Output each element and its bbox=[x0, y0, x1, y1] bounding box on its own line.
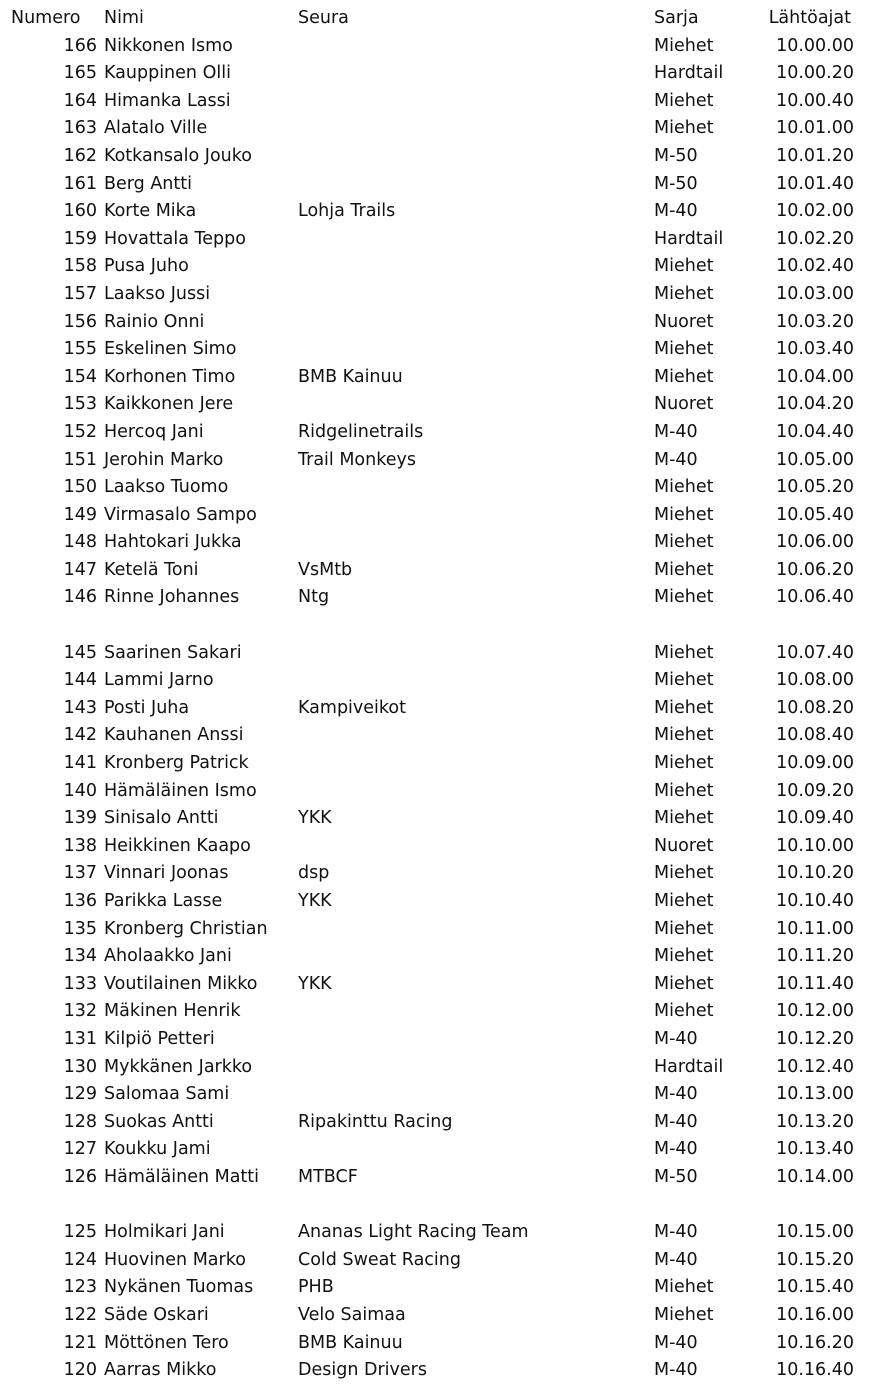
table-row bbox=[0, 143, 876, 171]
header-numero: Numero bbox=[11, 8, 81, 28]
rider-name: Koukku Jami bbox=[104, 1139, 211, 1160]
start-time: 10.06.20 bbox=[776, 559, 854, 580]
rider-club: Ridgelinetrails bbox=[298, 421, 424, 442]
table-row bbox=[0, 253, 876, 281]
rider-number: 145 bbox=[63, 642, 97, 663]
rider-name: Säde Oskari bbox=[104, 1304, 209, 1325]
rider-number: 154 bbox=[63, 366, 97, 387]
rider-name: Saarinen Sakari bbox=[104, 642, 242, 663]
rider-number: 166 bbox=[63, 35, 97, 56]
rider-club: Cold Sweat Racing bbox=[298, 1249, 461, 1270]
rider-club: Design Drivers bbox=[298, 1360, 427, 1381]
group-spacer bbox=[0, 612, 876, 640]
rider-class: M-50 bbox=[654, 1166, 698, 1187]
rider-name: Rainio Onni bbox=[104, 311, 205, 332]
start-time: 10.04.00 bbox=[776, 366, 854, 387]
rider-club: BMB Kainuu bbox=[298, 1332, 403, 1353]
rider-number: 122 bbox=[63, 1304, 97, 1325]
rider-number: 132 bbox=[63, 1001, 97, 1022]
start-time: 10.02.00 bbox=[776, 201, 854, 222]
start-time: 10.05.40 bbox=[776, 504, 854, 525]
rider-class: Miehet bbox=[654, 477, 714, 498]
rider-number: 139 bbox=[63, 808, 97, 829]
start-time: 10.00.00 bbox=[776, 35, 854, 56]
rider-name: Voutilainen Mikko bbox=[104, 973, 258, 994]
start-time: 10.11.40 bbox=[776, 973, 854, 994]
rider-name: Eskelinen Simo bbox=[104, 339, 237, 360]
rider-number: 131 bbox=[63, 1028, 97, 1049]
rider-club: Velo Saimaa bbox=[298, 1304, 406, 1325]
start-time: 10.07.40 bbox=[776, 642, 854, 663]
rider-class: Nuoret bbox=[654, 394, 714, 415]
start-time: 10.11.00 bbox=[776, 918, 854, 939]
start-time: 10.01.00 bbox=[776, 118, 854, 139]
rider-class: M-40 bbox=[654, 449, 698, 470]
start-time: 10.11.20 bbox=[776, 946, 854, 967]
rider-class: Miehet bbox=[654, 256, 714, 277]
rider-class: Miehet bbox=[654, 587, 714, 608]
rider-name: Korhonen Timo bbox=[104, 366, 236, 387]
table-row bbox=[0, 60, 876, 88]
table-row bbox=[0, 115, 876, 143]
rider-name: Korte Mika bbox=[104, 201, 197, 222]
rider-class: Miehet bbox=[654, 697, 714, 718]
table-row bbox=[0, 391, 876, 419]
rider-club: YKK bbox=[298, 973, 332, 994]
rider-name: Vinnari Joonas bbox=[104, 863, 229, 884]
start-time: 10.02.40 bbox=[776, 256, 854, 277]
rider-number: 155 bbox=[63, 339, 97, 360]
start-time: 10.03.40 bbox=[776, 339, 854, 360]
rider-class: M-40 bbox=[654, 1360, 698, 1381]
table-row bbox=[0, 1054, 876, 1082]
table-row bbox=[0, 33, 876, 61]
rider-number: 151 bbox=[63, 449, 97, 470]
start-time: 10.13.20 bbox=[776, 1111, 854, 1132]
rider-class: Miehet bbox=[654, 780, 714, 801]
rider-class: M-40 bbox=[654, 1028, 698, 1049]
rider-club: dsp bbox=[298, 863, 330, 884]
rider-number: 158 bbox=[63, 256, 97, 277]
start-time: 10.03.00 bbox=[776, 283, 854, 304]
rider-club: Ripakinttu Racing bbox=[298, 1111, 453, 1132]
rider-club: YKK bbox=[298, 808, 332, 829]
rider-class: M-40 bbox=[654, 201, 698, 222]
rider-name: Rinne Johannes bbox=[104, 587, 240, 608]
start-time: 10.08.40 bbox=[776, 725, 854, 746]
rider-class: Hardtail bbox=[654, 1056, 724, 1077]
rider-number: 141 bbox=[63, 753, 97, 774]
table-row bbox=[0, 1274, 876, 1302]
table-row bbox=[0, 281, 876, 309]
rider-club: Kampiveikot bbox=[298, 697, 406, 718]
rider-name: Suokas Antti bbox=[104, 1111, 214, 1132]
start-list-rows bbox=[0, 33, 876, 1385]
table-row bbox=[0, 778, 876, 806]
rider-class: Miehet bbox=[654, 1277, 714, 1298]
rider-number: 138 bbox=[63, 835, 97, 856]
rider-name: Hahtokari Jukka bbox=[104, 532, 242, 553]
rider-class: Hardtail bbox=[654, 63, 724, 84]
rider-class: Miehet bbox=[654, 90, 714, 111]
table-row bbox=[0, 750, 876, 778]
rider-name: Nykänen Tuomas bbox=[104, 1277, 254, 1298]
rider-number: 140 bbox=[63, 780, 97, 801]
start-time: 10.05.20 bbox=[776, 477, 854, 498]
rider-class: Hardtail bbox=[654, 228, 724, 249]
rider-number: 160 bbox=[63, 201, 97, 222]
rider-number: 125 bbox=[63, 1222, 97, 1243]
table-row bbox=[0, 1302, 876, 1330]
rider-club: VsMtb bbox=[298, 559, 353, 580]
rider-name: Nikkonen Ismo bbox=[104, 35, 233, 56]
start-time: 10.03.20 bbox=[776, 311, 854, 332]
rider-name: Laakso Tuomo bbox=[104, 477, 229, 498]
rider-class: Miehet bbox=[654, 118, 714, 139]
rider-class: M-50 bbox=[654, 145, 698, 166]
rider-number: 135 bbox=[63, 918, 97, 939]
rider-number: 127 bbox=[63, 1139, 97, 1160]
table-row bbox=[0, 447, 876, 475]
rider-number: 164 bbox=[63, 90, 97, 111]
rider-name: Salomaa Sami bbox=[104, 1084, 230, 1105]
rider-name: Alatalo Ville bbox=[104, 118, 208, 139]
rider-name: Lammi Jarno bbox=[104, 670, 214, 691]
rider-name: Virmasalo Sampo bbox=[104, 504, 257, 525]
rider-number: 130 bbox=[63, 1056, 97, 1077]
start-time: 10.02.20 bbox=[776, 228, 854, 249]
start-time: 10.08.00 bbox=[776, 670, 854, 691]
rider-number: 159 bbox=[63, 228, 97, 249]
group-spacer bbox=[0, 1192, 876, 1220]
table-row bbox=[0, 1136, 876, 1164]
table-row bbox=[0, 309, 876, 337]
rider-number: 156 bbox=[63, 311, 97, 332]
rider-name: Hämäläinen Matti bbox=[104, 1166, 260, 1187]
start-time: 10.15.40 bbox=[776, 1277, 854, 1298]
start-time: 10.16.20 bbox=[776, 1332, 854, 1353]
rider-name: Kronberg Christian bbox=[104, 918, 268, 939]
rider-name: Ketelä Toni bbox=[104, 559, 199, 580]
rider-name: Aholaakko Jani bbox=[104, 946, 232, 967]
rider-class: M-40 bbox=[654, 1084, 698, 1105]
rider-name: Himanka Lassi bbox=[104, 90, 231, 111]
start-time: 10.12.00 bbox=[776, 1001, 854, 1022]
rider-class: Miehet bbox=[654, 725, 714, 746]
rider-class: Miehet bbox=[654, 366, 714, 387]
rider-class: Miehet bbox=[654, 532, 714, 553]
rider-class: M-50 bbox=[654, 173, 698, 194]
rider-club: BMB Kainuu bbox=[298, 366, 403, 387]
start-time: 10.01.40 bbox=[776, 173, 854, 194]
rider-number: 162 bbox=[63, 145, 97, 166]
rider-number: 161 bbox=[63, 173, 97, 194]
rider-club: Ananas Light Racing Team bbox=[298, 1222, 529, 1243]
rider-number: 134 bbox=[63, 946, 97, 967]
rider-name: Möttönen Tero bbox=[104, 1332, 229, 1353]
rider-name: Hercoq Jani bbox=[104, 421, 204, 442]
rider-number: 153 bbox=[63, 394, 97, 415]
start-time: 10.10.00 bbox=[776, 835, 854, 856]
start-time: 10.09.20 bbox=[776, 780, 854, 801]
rider-name: Mykkänen Jarkko bbox=[104, 1056, 253, 1077]
rider-class: M-40 bbox=[654, 1139, 698, 1160]
rider-number: 137 bbox=[63, 863, 97, 884]
table-row bbox=[0, 888, 876, 916]
rider-club: Trail Monkeys bbox=[298, 449, 416, 470]
table-row bbox=[0, 529, 876, 557]
rider-number: 128 bbox=[63, 1111, 97, 1132]
start-time: 10.09.40 bbox=[776, 808, 854, 829]
rider-class: Miehet bbox=[654, 559, 714, 580]
table-row bbox=[0, 1219, 876, 1247]
start-time: 10.16.00 bbox=[776, 1304, 854, 1325]
rider-class: Miehet bbox=[654, 1304, 714, 1325]
start-time: 10.13.40 bbox=[776, 1139, 854, 1160]
table-row bbox=[0, 667, 876, 695]
start-time: 10.06.40 bbox=[776, 587, 854, 608]
rider-name: Posti Juha bbox=[104, 697, 190, 718]
rider-name: Kronberg Patrick bbox=[104, 753, 249, 774]
rider-number: 133 bbox=[63, 973, 97, 994]
start-time: 10.08.20 bbox=[776, 697, 854, 718]
rider-class: M-40 bbox=[654, 1222, 698, 1243]
rider-class: M-40 bbox=[654, 1111, 698, 1132]
rider-number: 123 bbox=[63, 1277, 97, 1298]
table-row bbox=[0, 1330, 876, 1358]
start-time: 10.04.40 bbox=[776, 421, 854, 442]
rider-number: 146 bbox=[63, 587, 97, 608]
rider-class: Miehet bbox=[654, 918, 714, 939]
table-row bbox=[0, 226, 876, 254]
header-lahtoaika: Lähtöajat bbox=[768, 8, 851, 28]
rider-name: Hovattala Teppo bbox=[104, 228, 246, 249]
start-time: 10.12.40 bbox=[776, 1056, 854, 1077]
start-time: 10.00.40 bbox=[776, 90, 854, 111]
table-row bbox=[0, 916, 876, 944]
rider-number: 126 bbox=[63, 1166, 97, 1187]
table-row bbox=[0, 336, 876, 364]
table-row bbox=[0, 1109, 876, 1137]
table-row bbox=[0, 419, 876, 447]
table-row bbox=[0, 364, 876, 392]
start-time: 10.09.00 bbox=[776, 753, 854, 774]
start-time: 10.10.40 bbox=[776, 891, 854, 911]
start-time: 10.14.00 bbox=[776, 1166, 854, 1187]
table-row bbox=[0, 198, 876, 226]
rider-class: M-40 bbox=[654, 421, 698, 442]
rider-name: Heikkinen Kaapo bbox=[104, 835, 251, 856]
rider-number: 121 bbox=[63, 1332, 97, 1353]
start-time: 10.10.20 bbox=[776, 863, 854, 884]
table-row bbox=[0, 998, 876, 1026]
table-row bbox=[0, 640, 876, 668]
rider-class: Miehet bbox=[654, 1001, 714, 1022]
rider-number: 149 bbox=[63, 504, 97, 525]
table-row bbox=[0, 971, 876, 999]
rider-class: M-40 bbox=[654, 1249, 698, 1270]
rider-club: Lohja Trails bbox=[298, 201, 396, 222]
header-nimi: Nimi bbox=[104, 8, 144, 28]
table-row bbox=[0, 474, 876, 502]
rider-class: Miehet bbox=[654, 863, 714, 884]
rider-number: 144 bbox=[63, 670, 97, 691]
table-row bbox=[0, 805, 876, 833]
table-row bbox=[0, 502, 876, 530]
rider-class: Miehet bbox=[654, 808, 714, 829]
start-time: 10.04.20 bbox=[776, 394, 854, 415]
rider-name: Pusa Juho bbox=[104, 256, 189, 277]
rider-number: 124 bbox=[63, 1249, 97, 1270]
rider-number: 147 bbox=[63, 559, 97, 580]
rider-name: Parikka Lasse bbox=[104, 891, 223, 911]
rider-name: Huovinen Marko bbox=[104, 1249, 246, 1270]
start-time: 10.13.00 bbox=[776, 1084, 854, 1105]
start-time: 10.15.00 bbox=[776, 1222, 854, 1243]
rider-name: Mäkinen Henrik bbox=[104, 1001, 241, 1022]
rider-class: M-40 bbox=[654, 1332, 698, 1353]
table-row bbox=[0, 584, 876, 612]
table-row bbox=[0, 1247, 876, 1275]
table-row bbox=[0, 557, 876, 585]
rider-name: Holmikari Jani bbox=[104, 1222, 225, 1243]
rider-number: 129 bbox=[63, 1084, 97, 1105]
rider-name: Laakso Jussi bbox=[104, 283, 211, 304]
rider-class: Miehet bbox=[654, 753, 714, 774]
table-row bbox=[0, 943, 876, 971]
start-time: 10.05.00 bbox=[776, 449, 854, 470]
start-time: 10.00.20 bbox=[776, 63, 854, 84]
table-row bbox=[0, 1081, 876, 1109]
rider-name: Sinisalo Antti bbox=[104, 808, 219, 829]
rider-number: 163 bbox=[63, 118, 97, 139]
header-row bbox=[0, 5, 876, 33]
table-row bbox=[0, 860, 876, 888]
rider-class: Miehet bbox=[654, 670, 714, 691]
table-row bbox=[0, 88, 876, 116]
rider-name: Kauppinen Olli bbox=[104, 63, 231, 84]
rider-number: 148 bbox=[63, 532, 97, 553]
rider-name: Kotkansalo Jouko bbox=[104, 145, 252, 166]
rider-number: 120 bbox=[63, 1360, 97, 1381]
rider-number: 136 bbox=[63, 891, 97, 911]
start-time: 10.01.20 bbox=[776, 145, 854, 166]
table-row bbox=[0, 695, 876, 723]
rider-class: Miehet bbox=[654, 339, 714, 360]
rider-number: 157 bbox=[63, 283, 97, 304]
start-time: 10.12.20 bbox=[776, 1028, 854, 1049]
rider-club: Ntg bbox=[298, 587, 330, 608]
rider-number: 152 bbox=[63, 421, 97, 442]
rider-class: Nuoret bbox=[654, 835, 714, 856]
table-row bbox=[0, 1164, 876, 1192]
rider-club: PHB bbox=[298, 1277, 334, 1298]
rider-class: Nuoret bbox=[654, 311, 714, 332]
table-row bbox=[0, 722, 876, 750]
start-time: 10.15.20 bbox=[776, 1249, 854, 1270]
start-time: 10.06.00 bbox=[776, 532, 854, 553]
rider-name: Kaikkonen Jere bbox=[104, 394, 234, 415]
rider-class: Miehet bbox=[654, 283, 714, 304]
table-row bbox=[0, 171, 876, 199]
rider-name: Kauhanen Anssi bbox=[104, 725, 244, 746]
rider-name: Hämäläinen Ismo bbox=[104, 780, 257, 801]
rider-class: Miehet bbox=[654, 891, 714, 911]
rider-club: MTBCF bbox=[298, 1166, 358, 1187]
rider-class: Miehet bbox=[654, 642, 714, 663]
rider-class: Miehet bbox=[654, 504, 714, 525]
table-row bbox=[0, 1026, 876, 1054]
rider-number: 150 bbox=[63, 477, 97, 498]
header-sarja: Sarja bbox=[654, 8, 699, 28]
table-row bbox=[0, 1357, 876, 1385]
rider-class: Miehet bbox=[654, 973, 714, 994]
rider-club: YKK bbox=[298, 891, 332, 911]
start-list-sheet bbox=[0, 5, 876, 1385]
header-seura: Seura bbox=[298, 8, 349, 28]
start-time: 10.16.40 bbox=[776, 1360, 854, 1381]
rider-name: Jerohin Marko bbox=[104, 449, 224, 470]
rider-name: Kilpiö Petteri bbox=[104, 1028, 215, 1049]
table-row bbox=[0, 833, 876, 861]
rider-number: 165 bbox=[63, 63, 97, 84]
rider-number: 142 bbox=[63, 725, 97, 746]
rider-number: 143 bbox=[63, 697, 97, 718]
rider-name: Aarras Mikko bbox=[104, 1360, 217, 1381]
rider-name: Berg Antti bbox=[104, 173, 192, 194]
rider-class: Miehet bbox=[654, 946, 714, 967]
rider-class: Miehet bbox=[654, 35, 714, 56]
